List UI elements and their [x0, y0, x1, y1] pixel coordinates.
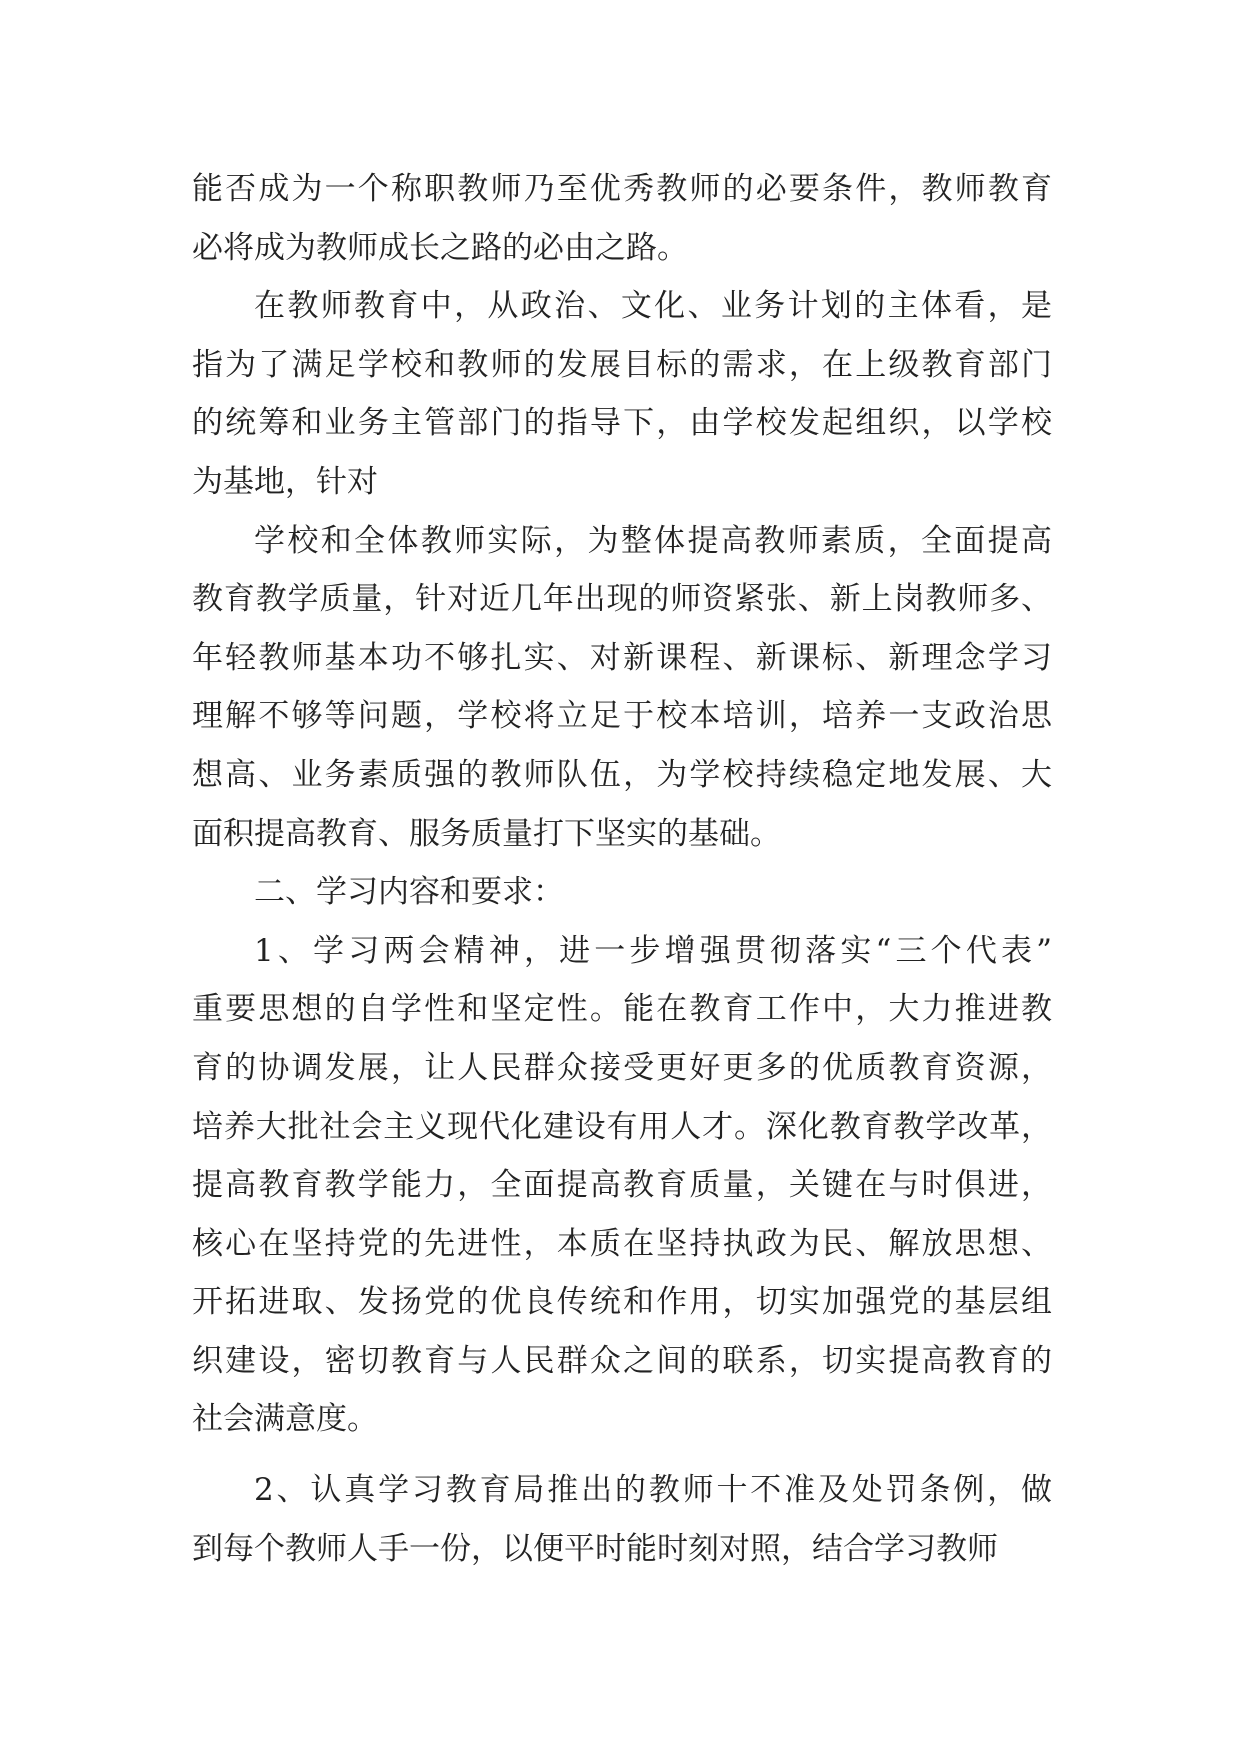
text-line: 织建设，密切教育与人民群众之间的联系，切实提高教育的 — [192, 1342, 1052, 1379]
text-line: 指为了满足学校和教师的发展目标的需求，在上级教育部门 — [192, 346, 1052, 383]
text-line: 到每个教师人手一份，以便平时能时刻对照，结合学习教师 — [192, 1530, 998, 1567]
text-line: 重要思想的自学性和坚定性。能在教育工作中，大力推进教 — [192, 991, 1052, 1028]
text-line: 在教师教育中，从政治、文化、业务计划的主体看，是 — [254, 288, 1052, 325]
text-line: 学校和全体教师实际，为整体提高教师素质，全面提高 — [254, 522, 1052, 559]
text-line: 年轻教师基本功不够扎实、对新课程、新课标、新理念学习 — [192, 639, 1052, 676]
paragraph-3 — [192, 512, 1052, 864]
text-line: 育的协调发展，让人民群众接受更好更多的优质教育资源， — [192, 1049, 1052, 1086]
text-line: 开拓进取、发扬党的优良传统和作用，切实加强党的基层组 — [192, 1284, 1052, 1321]
text-line: 能否成为一个称职教师乃至优秀教师的必要条件，教师教育 — [192, 171, 1052, 207]
text-line: 理解不够等问题，学校将立足于校本培训，培养一支政治思 — [192, 698, 1052, 735]
text-line: 面积提高教育、服务质量打下坚实的基础。 — [192, 815, 781, 852]
text-line: 为基地，针对 — [192, 463, 378, 500]
paragraph-6 — [192, 1461, 1052, 1578]
paragraph-5 — [192, 922, 1052, 1449]
text-line: 想高、业务素质强的教师队伍，为学校持续稳定地发展、大 — [192, 756, 1052, 793]
paragraph-1 — [192, 160, 1052, 277]
document-body — [192, 160, 1052, 1578]
text-line: 社会满意度。 — [192, 1401, 378, 1438]
text-line: 提高教育教学能力，全面提高教育质量，关键在与时俱进， — [192, 1167, 1052, 1204]
paragraph-4 — [192, 863, 1052, 922]
text-line: 培养大批社会主义现代化建设有用人才。深化教育教学改革， — [192, 1108, 1052, 1145]
text-line: 1、学习两会精神，进一步增强贯彻落实“三个代表” — [254, 932, 1052, 969]
paragraph-2 — [192, 277, 1052, 511]
paragraph-gap — [192, 1449, 1052, 1461]
text-line: 核心在坚持党的先进性，本质在坚持执政为民、解放思想、 — [192, 1225, 1052, 1262]
text-line: 的统筹和业务主管部门的指导下，由学校发起组织，以学校 — [192, 405, 1052, 442]
text-line: 必将成为教师成长之路的必由之路。 — [192, 229, 688, 266]
text-line: 二、学习内容和要求： — [254, 874, 564, 911]
text-line: 2、认真学习教育局推出的教师十不准及处罚条例，做 — [254, 1472, 1052, 1509]
text-line: 教育教学质量，针对近几年出现的师资紧张、新上岗教师多、 — [192, 581, 1052, 618]
